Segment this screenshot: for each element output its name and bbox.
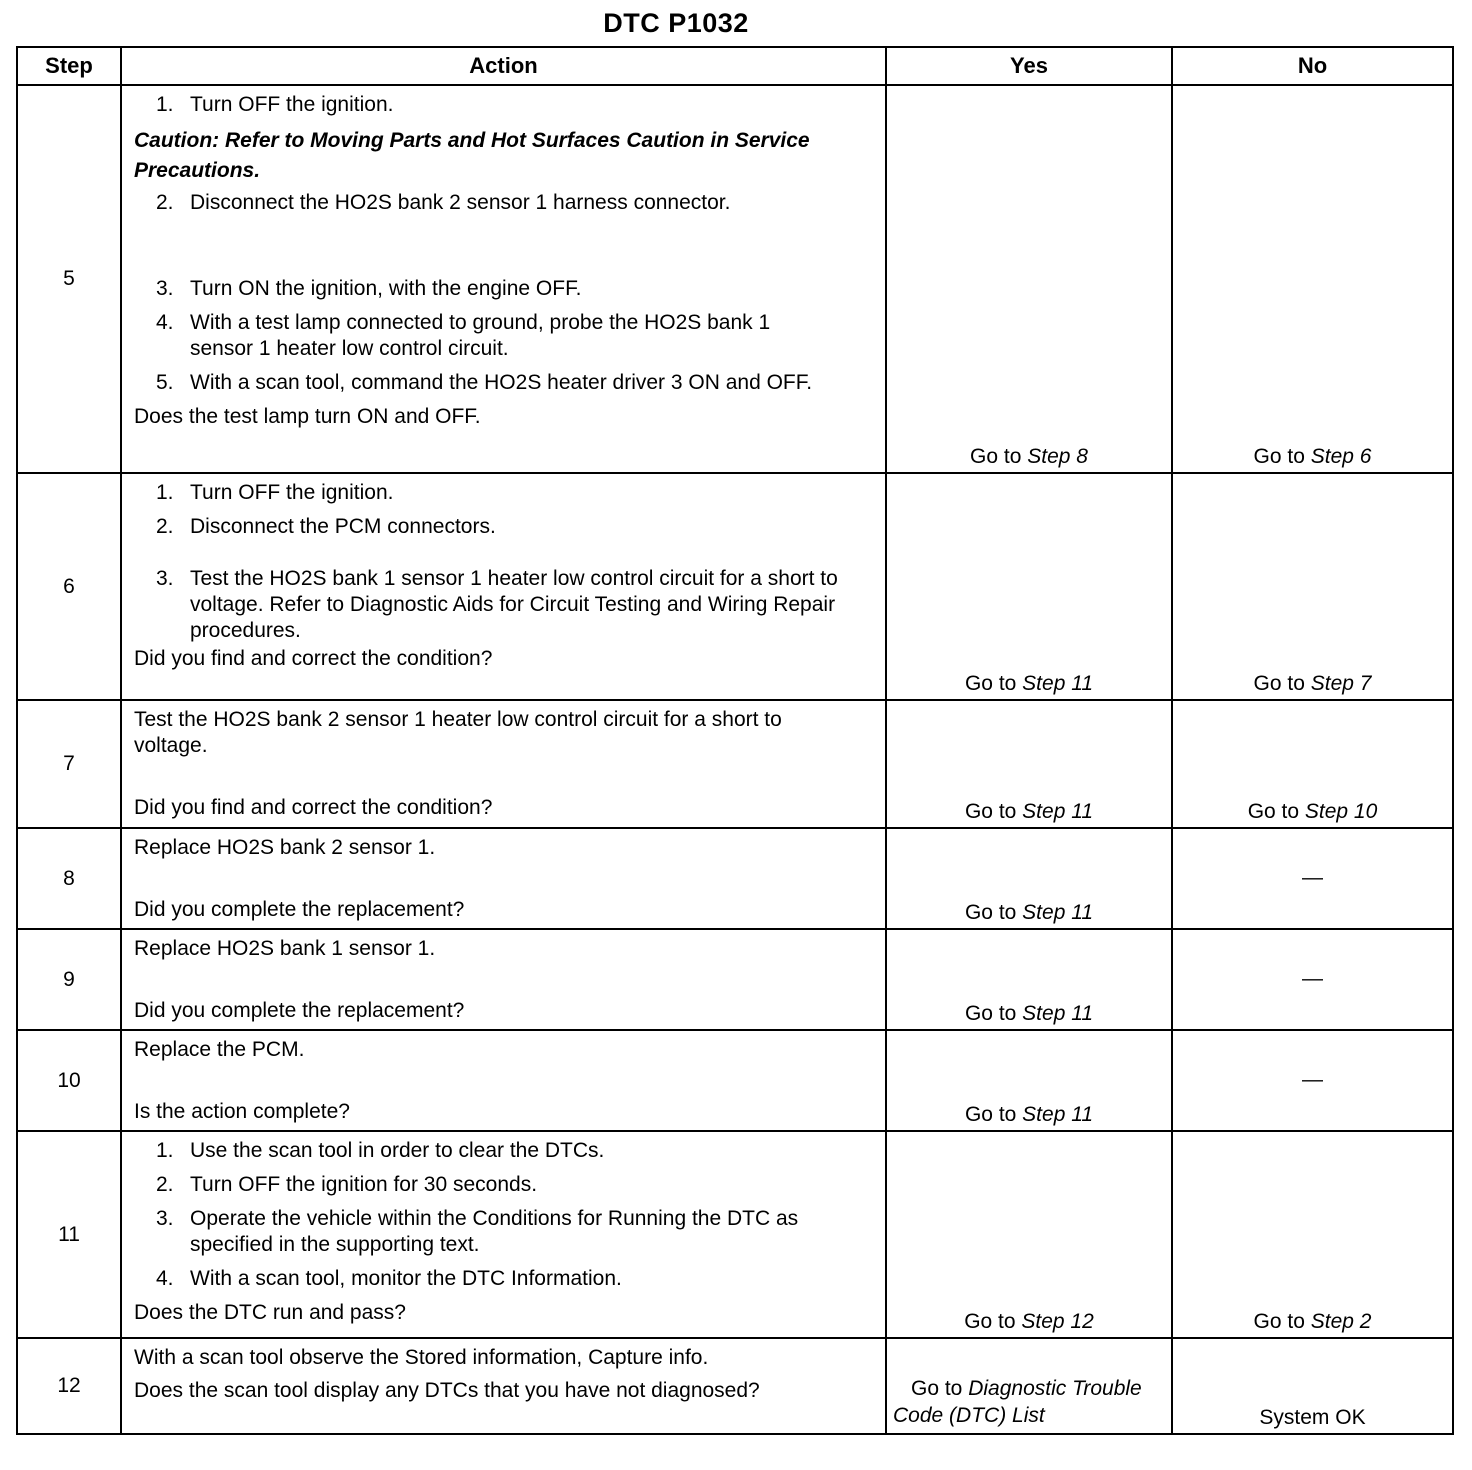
yes-cell (886, 700, 1172, 828)
action-cell (121, 1030, 886, 1131)
list-item (156, 480, 875, 506)
item-number: 2. (156, 1173, 174, 1196)
yes-step-link: Step 11 (1022, 1002, 1094, 1025)
item-number: 1. (156, 1139, 174, 1162)
action-text: Replace HO2S bank 1 sensor 1. (134, 937, 436, 960)
yes-prefix: Go to (964, 1310, 1022, 1333)
no-cell: — (1172, 828, 1453, 929)
table-row (17, 1030, 1453, 1131)
item-number: 3. (156, 567, 174, 590)
yes-cell (886, 929, 1172, 1030)
list-item (156, 566, 875, 644)
header-yes: Yes (886, 47, 1172, 85)
action-cell (121, 1131, 886, 1338)
yes-prefix: Go to (964, 901, 1023, 924)
no-step-link: Step 2 (1310, 1310, 1372, 1333)
table-row (17, 85, 1453, 473)
step-number: 11 (17, 1131, 121, 1338)
no-prefix: Go to (1247, 800, 1305, 823)
yes-step-link: Step 11 (1022, 901, 1094, 924)
list-item (156, 310, 815, 362)
action-cell (121, 700, 886, 828)
list-item (156, 1266, 845, 1292)
item-number: 4. (156, 311, 174, 334)
no-prefix: Go to (1253, 672, 1311, 695)
item-text: With a scan tool, command the HO2S heater driver 3 ON and OFF. (190, 371, 813, 394)
action-cell (121, 828, 886, 929)
action-list (134, 566, 875, 644)
item-number: 2. (156, 191, 174, 214)
yes-prefix: Go to (964, 1002, 1023, 1025)
step-number: 9 (17, 929, 121, 1030)
yes-step-link: Step 12 (1021, 1310, 1094, 1333)
yes-prefix: Go to (911, 1377, 969, 1400)
item-text: Disconnect the HO2S bank 2 sensor 1 harness connector. (190, 191, 731, 214)
question-text: Did you find and correct the condition? (134, 796, 493, 819)
yes-cell (886, 1131, 1172, 1338)
action-list (134, 190, 875, 216)
caution-note: Caution: Refer to Moving Parts and Hot Surfaces Caution in Service Precautions. (134, 129, 810, 182)
item-text: Turn OFF the ignition for 30 seconds. (190, 1173, 538, 1196)
action-list (134, 92, 875, 118)
action-text: Replace HO2S bank 2 sensor 1. (134, 836, 436, 859)
item-text: Use the scan tool in order to clear the DTCs. (190, 1139, 605, 1162)
step-number: 7 (17, 700, 121, 828)
table-row (17, 929, 1453, 1030)
table-row (17, 473, 1453, 700)
yes-step-link: Step 11 (1022, 800, 1094, 823)
action-text: Test the HO2S bank 2 sensor 1 heater low control circuit for a short to voltage. (134, 708, 782, 757)
step-number: 10 (17, 1030, 121, 1131)
table-row (17, 1131, 1453, 1338)
item-text: Turn OFF the ignition. (190, 93, 394, 116)
no-step-link: Step 7 (1310, 672, 1372, 695)
action-cell (121, 929, 886, 1030)
item-number: 3. (156, 1207, 174, 1230)
no-cell (1172, 1131, 1453, 1338)
yes-prefix: Go to (964, 800, 1023, 823)
no-cell: — (1172, 1030, 1453, 1131)
no-cell: System OK (1172, 1338, 1453, 1434)
yes-cell (886, 828, 1172, 929)
yes-cell (886, 473, 1172, 700)
item-number: 4. (156, 1267, 174, 1290)
step-number: 12 (17, 1338, 121, 1434)
item-number: 3. (156, 277, 174, 300)
no-cell (1172, 473, 1453, 700)
step-number: 8 (17, 828, 121, 929)
question-text: Did you complete the replacement? (134, 999, 465, 1022)
yes-cell (886, 85, 1172, 473)
list-item (156, 370, 815, 396)
page-title: DTC P1032 (603, 8, 749, 38)
item-number: 2. (156, 515, 174, 538)
question-text: Did you complete the replacement? (134, 898, 465, 921)
question-text: Is the action complete? (134, 1100, 350, 1123)
yes-step-link: Step 11 (1022, 672, 1094, 695)
item-number: 5. (156, 371, 174, 394)
yes-step-link: Step 8 (1027, 445, 1088, 468)
question-text: Does the scan tool display any DTCs that you have not diagnosed? (134, 1379, 760, 1402)
item-text: With a scan tool, monitor the DTC Information. (190, 1267, 622, 1290)
yes-prefix: Go to (964, 672, 1023, 695)
action-text: With a scan tool observe the Stored information, Capture info. (134, 1346, 709, 1369)
list-item (156, 92, 875, 118)
no-cell (1172, 700, 1453, 828)
table-row (17, 828, 1453, 929)
item-text: Turn ON the ignition, with the engine OFF. (190, 277, 582, 300)
question-text: Does the DTC run and pass? (134, 1301, 406, 1324)
question-text: Does the test lamp turn ON and OFF. (134, 405, 481, 428)
yes-prefix: Go to (964, 1103, 1023, 1126)
list-item (156, 1138, 845, 1164)
action-list (134, 480, 875, 540)
diagnostic-table (16, 46, 1454, 1435)
item-text: With a test lamp connected to ground, probe the HO2S bank 1 sensor 1 heater low control circuit. (190, 311, 771, 360)
no-step-link: Step 10 (1304, 800, 1378, 823)
item-text: Disconnect the PCM connectors. (190, 515, 496, 538)
action-list (134, 1138, 875, 1292)
yes-step-link: Diagnostic Trouble Code (DTC) List (893, 1377, 1142, 1427)
table-header-row (17, 47, 1453, 85)
no-prefix: Go to (1253, 1310, 1311, 1333)
action-text: Replace the PCM. (134, 1038, 305, 1061)
item-number: 1. (156, 93, 174, 116)
step-number: 6 (17, 473, 121, 700)
header-action: Action (121, 47, 886, 85)
list-item (156, 190, 875, 216)
no-cell: — (1172, 929, 1453, 1030)
item-text: Turn OFF the ignition. (190, 481, 394, 504)
action-list (134, 276, 875, 396)
item-text: Operate the vehicle within the Conditions for Running the DTC as specified in the supporting text. (190, 1207, 799, 1256)
yes-step-link: Step 11 (1022, 1103, 1094, 1126)
action-cell (121, 1338, 886, 1434)
action-cell (121, 473, 886, 700)
list-item (156, 514, 875, 540)
table-row (17, 1338, 1453, 1434)
yes-diag-link (893, 1375, 1165, 1431)
header-no: No (1172, 47, 1453, 85)
no-cell (1172, 85, 1453, 473)
item-number: 1. (156, 481, 174, 504)
list-item (156, 276, 815, 302)
no-prefix: Go to (1253, 445, 1311, 468)
list-item (156, 1206, 845, 1258)
yes-prefix: Go to (970, 445, 1028, 468)
list-item (156, 1172, 845, 1198)
header-step: Step (17, 47, 121, 85)
action-cell (121, 85, 886, 473)
step-number: 5 (17, 85, 121, 473)
item-text: Test the HO2S bank 1 sensor 1 heater low control circuit for a short to voltage. Refer to Diagnostic Aids for Circuit Testing and Wiring Repair procedures. (190, 567, 838, 642)
question-text: Did you find and correct the condition? (134, 647, 493, 670)
yes-cell (886, 1030, 1172, 1131)
yes-cell (886, 1338, 1172, 1434)
no-step-link: Step 6 (1310, 445, 1372, 468)
table-row (17, 700, 1453, 828)
